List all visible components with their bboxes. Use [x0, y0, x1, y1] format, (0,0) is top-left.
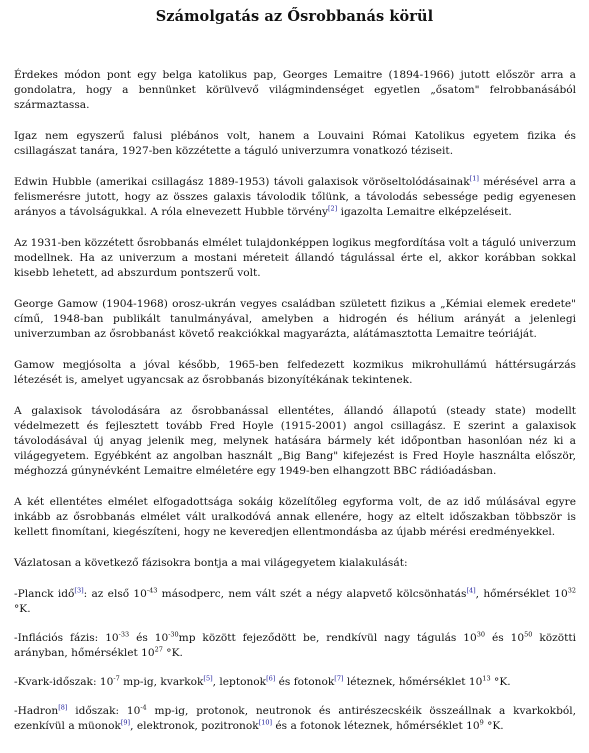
- footnote-ref-8[interactable]: [8]: [58, 703, 68, 712]
- exponent: 13: [482, 674, 491, 683]
- phase-inflation-text-2: és 10: [129, 632, 169, 644]
- footnote-ref-5[interactable]: [5]: [203, 674, 213, 683]
- footnote-ref-4[interactable]: [4]: [466, 586, 476, 595]
- footnote-ref-3[interactable]: [3]: [74, 586, 84, 595]
- phase-quark-text-3: , leptonok: [212, 676, 267, 688]
- footnote-ref-2[interactable]: [2]: [328, 204, 338, 213]
- phase-quark-text-2: mp-ig, kvarkok: [119, 676, 204, 688]
- exponent: 30: [476, 630, 486, 639]
- phase-quark: [14, 675, 576, 690]
- footnote-ref-7[interactable]: [7]: [334, 674, 344, 683]
- paragraph-hubble-text-2: mérésével arra a felismerésre jutott, hogy az összes galaxis távolodik tőlünk, a távolodás sebessége pedig egyenesen arányos a távolságukkal. A róla elnevezett Hubble törvény: [14, 176, 576, 218]
- phase-inflation-text-6: °K.: [162, 647, 183, 659]
- exponent: 9: [479, 718, 484, 727]
- phase-hadron: [14, 704, 576, 734]
- paragraph-hoyle: A galaxisok távolodására az ősrobbanással ellentétes, állandó állapotú (steady state) modellt védelmezett és fejlesztett tovább Fred Hoyle (1915-2001) angol csillagász. E szerint a galaxisok távolodásával új anyag jelenik meg, melynek hatására bármely két időpontban hasonlóan néz ki a világegyetem. Egyébként az angolban használt „Big Bang" kifejezést is Fred Hoyle használta először, méghozzá gúnynévként Lemaitre elméletére egy 1949-ben elhangzott BBC rádióadásban.: [14, 405, 576, 477]
- document-title: Számolgatás az Ősrobbanás körül: [155, 8, 434, 25]
- phase-inflation-text-5: közötti arányban, hőmérséklet 10: [14, 632, 576, 659]
- exponent: -7: [113, 674, 120, 683]
- document-body: [14, 68, 576, 748]
- phase-planck-text-3: másodperc, nem vált szét a négy alapvető kölcsönhatás: [157, 588, 467, 600]
- paragraph-lemaitre: Érdekes módon pont egy belga katolikus pap, Georges Lemaitre (1894-1966) jutott először arra a gondolatra, hogy a bennünket körülvevő világmindenséget egyetlen „ősatom" felrobbanásából származtassa.: [14, 69, 576, 111]
- exponent: -43: [146, 586, 158, 595]
- phase-inflation-text-3: mp között fejeződött be, rendkívül nagy tágulás 10: [178, 632, 477, 644]
- phase-planck-text-2: : az első 10: [83, 588, 147, 600]
- phase-planck-text-1: -Planck idő: [14, 588, 75, 600]
- phase-planck-text-4: , hőmérséklet 10: [475, 588, 568, 600]
- paragraph-hubble: [14, 175, 576, 220]
- phase-hadron-text-5: és a fotonok léteznek, hőmérséklet 10: [272, 720, 480, 732]
- exponent: -4: [140, 703, 147, 712]
- phase-quark-text-6: °K.: [490, 676, 511, 688]
- phase-quark-text-1: -Kvark-időszak: 10: [14, 676, 114, 688]
- exponent: -33: [118, 630, 130, 639]
- phase-planck: [14, 587, 576, 617]
- phase-hadron-text-1: -Hadron: [14, 705, 59, 717]
- exponent: 32: [567, 586, 576, 595]
- phase-hadron-text-6: °K.: [483, 720, 504, 732]
- paragraph-hubble-text-1: Edwin Hubble (amerikai csillagász 1889-1953) távoli galaxisok vöröseltolódásainak: [14, 176, 470, 188]
- phase-hadron-text-2: időszak: 10: [67, 705, 141, 717]
- footnote-ref-10[interactable]: [10]: [258, 718, 273, 727]
- paragraph-phases-intro: Vázlatosan a következő fázisokra bontja a mai világegyetem kialakulását:: [14, 557, 408, 569]
- footnote-ref-1[interactable]: [1]: [469, 174, 479, 183]
- exponent: 27: [154, 645, 163, 654]
- phase-inflation-text-4: és 10: [485, 632, 525, 644]
- paragraph-big-bang-theory: Az 1931-ben közzétett ősrobbanás elmélet tulajdonképpen logikus megfordítása volt a táguló univerzum modellnek. Ha az univerzum a mostani méreteit állandó tágulással érte el, akkor korábban sokkal kisebb lehetett, ad abszurdum pontszerű volt.: [14, 237, 576, 279]
- footnote-ref-6[interactable]: [6]: [266, 674, 276, 683]
- phase-inflation-text-1: -Inflációs fázis: 10: [14, 632, 119, 644]
- footnote-ref-9[interactable]: [9]: [120, 718, 131, 727]
- phase-quark-text-5: léteznek, hőmérséklet 10: [343, 676, 483, 688]
- phase-quark-text-4: és fotonok: [275, 676, 335, 688]
- phase-planck-text-5: °K.: [14, 603, 31, 615]
- paragraph-hubble-text-3: igazolta Lemaitre elképzeléseit.: [337, 206, 512, 218]
- phase-hadron-text-3: mp-ig, protonok, neutronok és antirészecskéik összeállnak a kvarkokból, ezenkívül a müonok: [14, 705, 576, 732]
- phase-hadron-text-4: , elektronok, pozitronok: [130, 720, 259, 732]
- exponent: 50: [524, 630, 533, 639]
- paragraph-cmb: Gamow megjósolta a jóval később, 1965-ben felfedezett kozmikus mikrohullámú háttérsugárzás létezését is, amelyet ugyancsak az ősrobbanás bizonyítékának tekintenek.: [14, 359, 576, 386]
- paragraph-gamow: George Gamow (1904-1968) orosz-ukrán vegyes családban született fizikus a „Kémiai elemek eredete" című, 1948-ban publikált tanulmányával, amelyben a hidrogén és hélium arányát a jelenlegi univerzumban az ősrobbanást követő reakciókkal magyarázta, alátámasztotta Lemaitre teóriáját.: [14, 298, 576, 340]
- paragraph-acceptance: A két ellentétes elmélet elfogadottsága sokáig közelítőleg egyforma volt, de az idő múlásával egyre inkább az ősrobbanás elmélet vált uralkodóvá annak ellenére, hogy az eltelt időszakban többször is kellett finomítani, kiegészíteni, hogy ne keveredjen ellentmondásba az újabb mérési eredményekkel.: [14, 496, 576, 538]
- phase-inflation: [14, 631, 576, 661]
- paragraph-louvain: Igaz nem egyszerű falusi plébános volt, hanem a Louvaini Római Katolikus egyetem fizika és csillagászat tanára, 1927-ben közzétette a táguló univerzumra vonatkozó téziseit.: [14, 130, 576, 157]
- exponent: -30: [168, 630, 179, 639]
